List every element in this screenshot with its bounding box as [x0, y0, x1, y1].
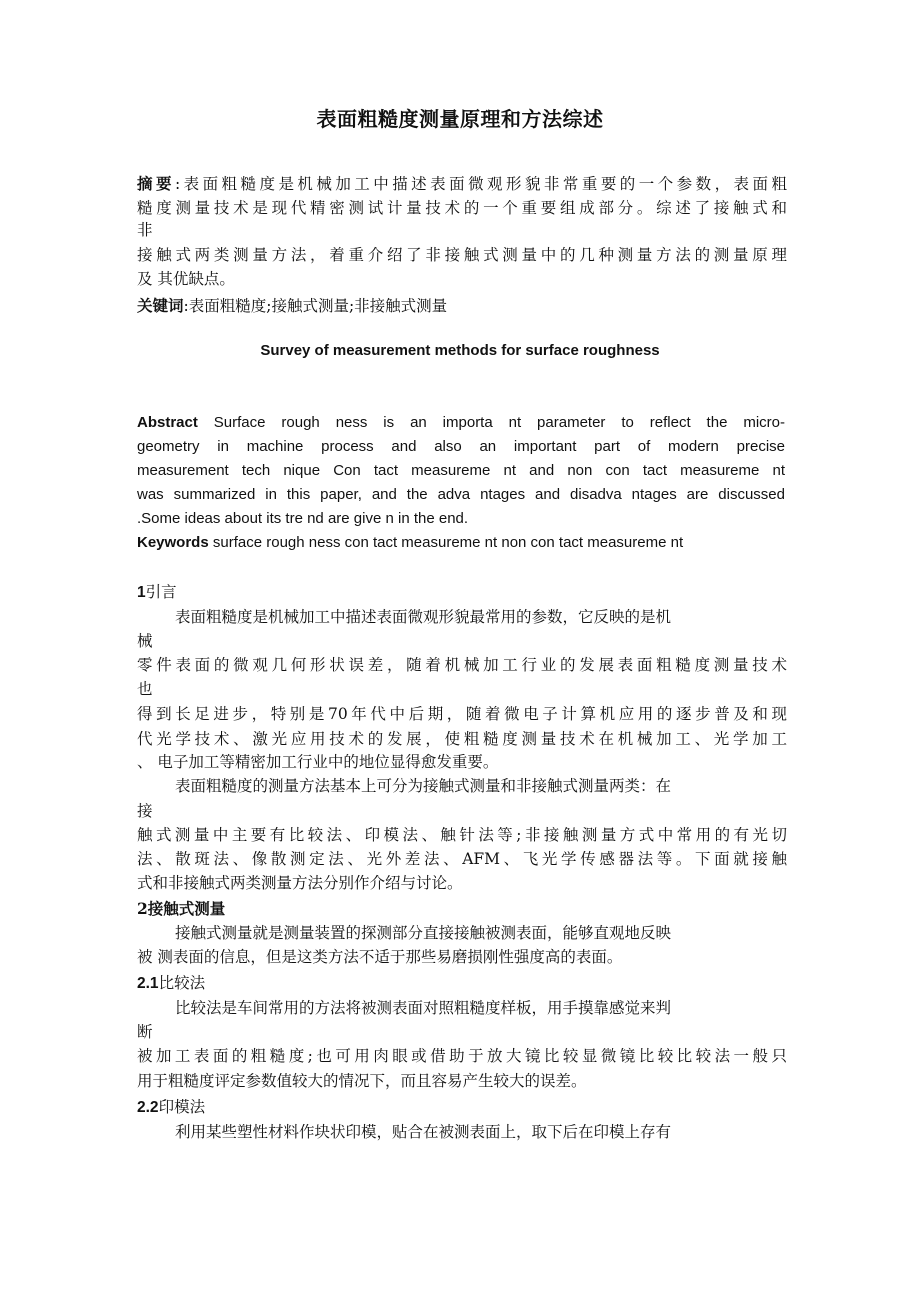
section-2-1-line-1: 比较法是车间常用的方法将被测表面对照粗糙度样板，用手摸靠感觉来判 [175, 999, 672, 1017]
abstract-cn-line-5: 及 其优缺点。 [137, 270, 235, 288]
keywords-en-label: Keywords [137, 534, 209, 551]
section-2-2-heading: 2.2印模法 [137, 1098, 206, 1116]
section-1-line-1: 表面粗糙度是机械加工中描述表面微观形貌最常用的参数，它反映的是机 [175, 608, 672, 626]
english-title: Survey of measurement methods for surface roughness [260, 342, 660, 359]
section-2-line-1: 接触式测量就是测量装置的探测部分直接接触被测表面，能够直观地反映 [175, 924, 672, 942]
section-1-line-11: 法、散斑法、像散测定法、光外差法、AFM、飞光学传感器法等。下面就接触 [137, 850, 787, 868]
section-1-line-5: 得到长足进步，特别是70年代中后期，随着微电子计算机应用的逐步普及和现 [137, 705, 787, 723]
abstract-en-line-4: was summarized in this paper, and the adva ntages and disadva ntages are discussed [137, 486, 785, 503]
section-2-1-heading: 2.1比较法 [137, 974, 206, 992]
section-2-line-2: 被 测表面的信息，但是这类方法不适于那些易磨损刚性强度高的表面。 [137, 948, 623, 966]
abstract-cn-line-4: 接触式两类测量方法，着重介绍了非接触式测量中的几种测量方法的测量原理 [137, 246, 787, 264]
section-2-1-line-4: 用于粗糙度评定参数值较大的情况下，而且容易产生较大的误差。 [137, 1072, 587, 1090]
section-1-line-4: 也 [137, 680, 153, 698]
section-1-line-8: 表面粗糙度的测量方法基本上可分为接触式测量和非接触式测量两类：在 [175, 777, 672, 795]
keywords-cn-label: 关键词 [137, 296, 184, 315]
section-2-heading: 2接触式测量 [137, 899, 226, 918]
keywords-en: Keywords surface rough ness con tact measureme nt non con tact measureme nt [137, 534, 684, 551]
abstract-en-label: Abstract [137, 414, 198, 431]
section-2-1-line-2: 断 [137, 1023, 153, 1041]
section-1-line-9: 接 [137, 802, 153, 820]
abstract-en-line-2: geometry in machine process and also an important part of modern precise [137, 438, 785, 455]
abstract-en-line-3: measurement tech nique Con tact measureme nt and non con tact measureme nt [137, 462, 785, 479]
section-1-line-6: 代光学技术、激光应用技术的发展，使粗糙度测量技术在机械加工、光学加工 [137, 730, 787, 748]
abstract-cn-label: 摘要 [137, 174, 175, 193]
abstract-en-line-1: Abstract Surface rough ness is an importa nt parameter to reflect the micro- [137, 414, 785, 431]
section-1-line-2: 械 [137, 632, 153, 650]
page-title: 表面粗糙度测量原理和方法综述 [316, 107, 604, 131]
abstract-cn-line-2: 糙度测量技术是现代精密测试计量技术的一个重要组成部分。综述了接触式和 [137, 199, 787, 217]
section-2-1-line-3: 被加工表面的粗糙度;也可用肉眼或借助于放大镜比较显微镜比较比较法一般只 [137, 1047, 787, 1065]
abstract-cn-line-1: 摘要:表面粗糙度是机械加工中描述表面微观形貌非常重要的一个参数，表面粗 [137, 174, 787, 193]
section-1-line-10: 触式测量中主要有比较法、印模法、触针法等;非接触测量方式中常用的有光切 [137, 826, 787, 844]
abstract-cn-line-3: 非 [137, 221, 153, 239]
section-2-2-line-1: 利用某些塑性材料作块状印模，贴合在被测表面上，取下后在印模上存有 [175, 1123, 672, 1141]
abstract-en-line-5: .Some ideas about its tre nd are give n in the end. [137, 510, 469, 527]
keywords-cn: 关键词:表面粗糙度;接触式测量;非接触式测量 [137, 296, 448, 315]
section-1-line-3: 零件表面的微观几何形状误差，随着机械加工行业的发展表面粗糙度测量技术 [137, 656, 787, 674]
section-1-heading: 1引言 [137, 583, 177, 601]
section-1-line-7: 、 电子加工等精密加工行业中的地位显得愈发重要。 [137, 753, 499, 771]
section-1-line-12: 式和非接触式两类测量方法分别作介绍与讨论。 [137, 874, 463, 892]
